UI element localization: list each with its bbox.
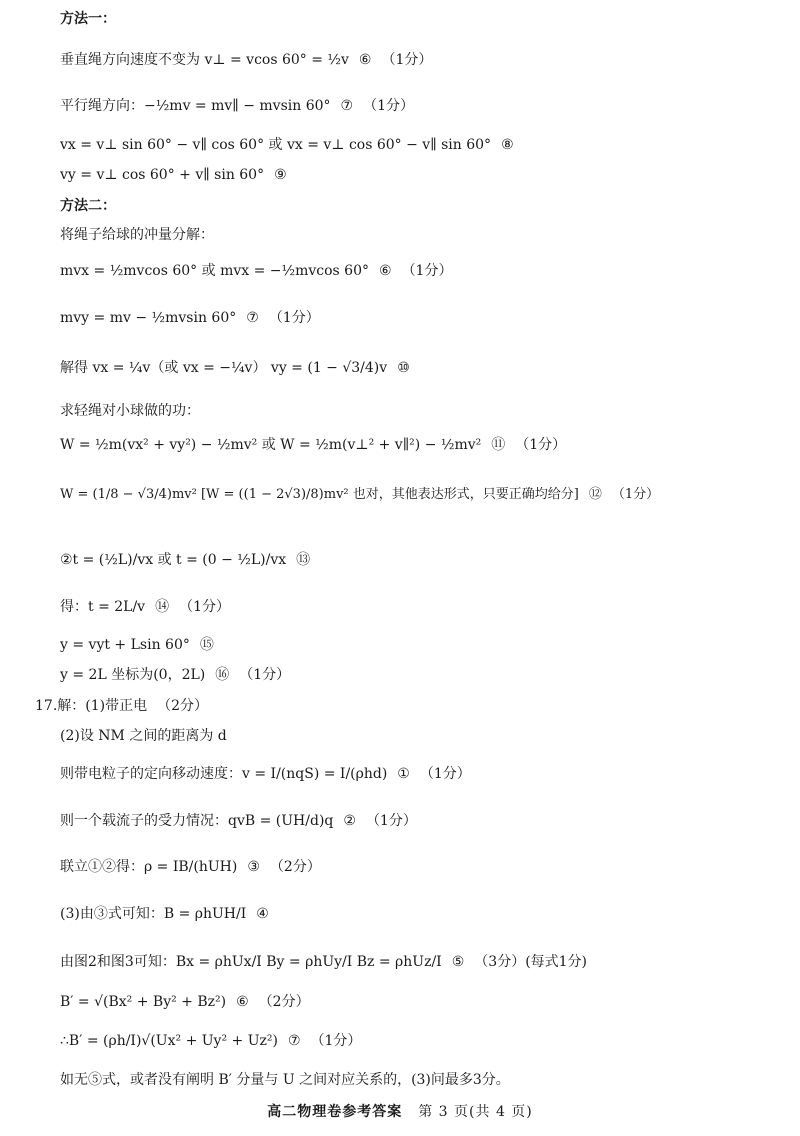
equation-line: [60, 765, 471, 783]
score-label: （3分）(每式1分): [474, 954, 588, 970]
score-label: （2分）: [258, 994, 310, 1010]
score-label: （1分）: [401, 263, 453, 279]
equation-number: ⑭: [155, 599, 170, 615]
equation-number: ③: [247, 859, 260, 875]
equation-number: ⑧: [501, 137, 514, 153]
method-one-heading: [60, 10, 116, 28]
line-text: ②t = (½L)/vx 或 t = (0 − ½L)/vx: [60, 552, 287, 568]
score-label: （1分）: [239, 667, 291, 683]
line-text: 联立①②得：ρ = IB/(hUH): [60, 859, 238, 875]
equation-line: [60, 136, 514, 154]
equation-line: [60, 166, 287, 184]
equation-number: ⑤: [451, 954, 465, 970]
score-label: （1分）: [179, 599, 231, 615]
equation-number: ⑥: [358, 52, 372, 68]
score-label: （1分）: [363, 98, 415, 114]
line-text: 平行绳方向：−½mv = mv∥ − mvsin 60°: [60, 98, 331, 114]
equation-line: [60, 51, 432, 69]
equation-line: [60, 993, 310, 1011]
equation-number: ④: [256, 906, 269, 922]
equation-number: ⑦: [246, 310, 259, 326]
score-label: （1分）: [419, 766, 471, 782]
equation-number: ⑬: [296, 552, 311, 568]
line-text: 求轻绳对小球做的功：: [60, 403, 200, 419]
equation-number: ⑨: [274, 167, 287, 183]
equation-number: ⑩: [397, 360, 410, 376]
score-label: （1分）: [365, 813, 417, 829]
text-line: [60, 226, 214, 244]
line-text: 解得 vx = ¼v（或 vx = −¼v） vy = (1 − √3/4)v: [60, 360, 388, 376]
line-text: 垂直绳方向速度不变为 v⊥ = vcos 60° = ½v: [60, 52, 349, 68]
equation-number: ⑦: [340, 98, 354, 114]
line-text: 方法二：: [60, 198, 116, 214]
line-text: B′ = √(Bx² + By² + Bz²): [60, 994, 227, 1010]
line-text: ∴B′ = (ρh/I)√(Ux² + Uy² + Uz²): [60, 1033, 278, 1049]
line-text: 将绳子给球的冲量分解：: [60, 227, 214, 243]
question-17-heading: [35, 697, 208, 715]
footer-title: 高二物理卷参考答案: [267, 1104, 403, 1120]
equation-number: ⑯: [215, 667, 230, 683]
equation-line: [60, 953, 587, 971]
line-text: mvy = mv − ½mvsin 60°: [60, 310, 237, 326]
equation-line: [60, 905, 269, 923]
line-text: 得：t = 2L/v: [60, 599, 146, 615]
line-text: (2)设 NM 之间的距离为 d: [60, 728, 227, 744]
equation-line: [60, 1032, 361, 1050]
equation-line: [60, 97, 414, 115]
line-text: 由图2和图3可知：Bx = ρhUx/I By = ρhUy/I Bz = ρhUz/I: [60, 954, 442, 970]
equation-line: [60, 666, 290, 684]
page-footer: [0, 1101, 800, 1121]
equation-line: [60, 436, 566, 454]
score-label: （1分）: [515, 437, 567, 453]
equation-line: [60, 309, 320, 327]
line-text: 如无⑤式，或者没有阐明 B′ 分量与 U 之间对应关系的，(3)问最多3分。: [60, 1072, 510, 1088]
line-text: 则带电粒子的定向移动速度：v = I/(nqS) = I/(ρhd): [60, 766, 388, 782]
page-number: 第 3 页(共 4 页): [418, 1104, 533, 1120]
line-text: y = 2L 坐标为(0，2L): [60, 667, 206, 683]
score-label: （1分）: [611, 487, 660, 502]
equation-line: [60, 858, 321, 876]
equation-line: [60, 636, 214, 654]
line-text: vy = v⊥ cos 60° + v∥ sin 60°: [60, 167, 265, 183]
line-text: W = (1/8 − √3/4)mv² [W = ((1 − 2√3)/8)mv² 也对，其他表达形式，只要正确均给分]: [60, 487, 579, 502]
line-text: 17.解：(1)带正电: [35, 698, 148, 714]
equation-number: ⑦: [287, 1033, 301, 1049]
line-text: 方法一：: [60, 11, 116, 27]
method-two-heading: [60, 197, 116, 215]
text-line: [60, 727, 227, 745]
equation-number: ⑥: [379, 263, 392, 279]
equation-number: ⑫: [588, 487, 602, 502]
equation-number: ①: [397, 766, 410, 782]
line-text: (3)由③式可知：B = ρhUH/I: [60, 906, 247, 922]
equation-number: ⑪: [491, 437, 506, 453]
line-text: mvx = ½mvcos 60° 或 mvx = −½mvcos 60°: [60, 263, 369, 279]
line-text: W = ½m(vx² + vy²) − ½mv² 或 W = ½m(v⊥² + v∥²) − ½mv²: [60, 437, 482, 453]
score-label: （2分）: [157, 698, 209, 714]
equation-line: [60, 812, 417, 830]
text-line: [60, 402, 200, 420]
score-label: （1分）: [381, 52, 433, 68]
equation-number: ②: [343, 813, 356, 829]
equation-number: ⑮: [199, 637, 214, 653]
line-text: y = vyt + Lsin 60°: [60, 637, 190, 653]
score-label: （1分）: [310, 1033, 362, 1049]
equation-line: [60, 598, 230, 616]
score-label: （2分）: [269, 859, 321, 875]
equation-line: [60, 551, 310, 569]
line-text: vx = v⊥ sin 60° − v∥ cos 60° 或 vx = v⊥ cos 60° − v∥ sin 60°: [60, 137, 492, 153]
score-label: （1分）: [268, 310, 320, 326]
equation-line: [60, 486, 659, 504]
equation-line: [60, 359, 410, 377]
note-line: [60, 1071, 510, 1089]
equation-line: [60, 262, 452, 280]
line-text: 则一个载流子的受力情况：qvB = (UH/d)q: [60, 813, 334, 829]
equation-number: ⑥: [236, 994, 249, 1010]
